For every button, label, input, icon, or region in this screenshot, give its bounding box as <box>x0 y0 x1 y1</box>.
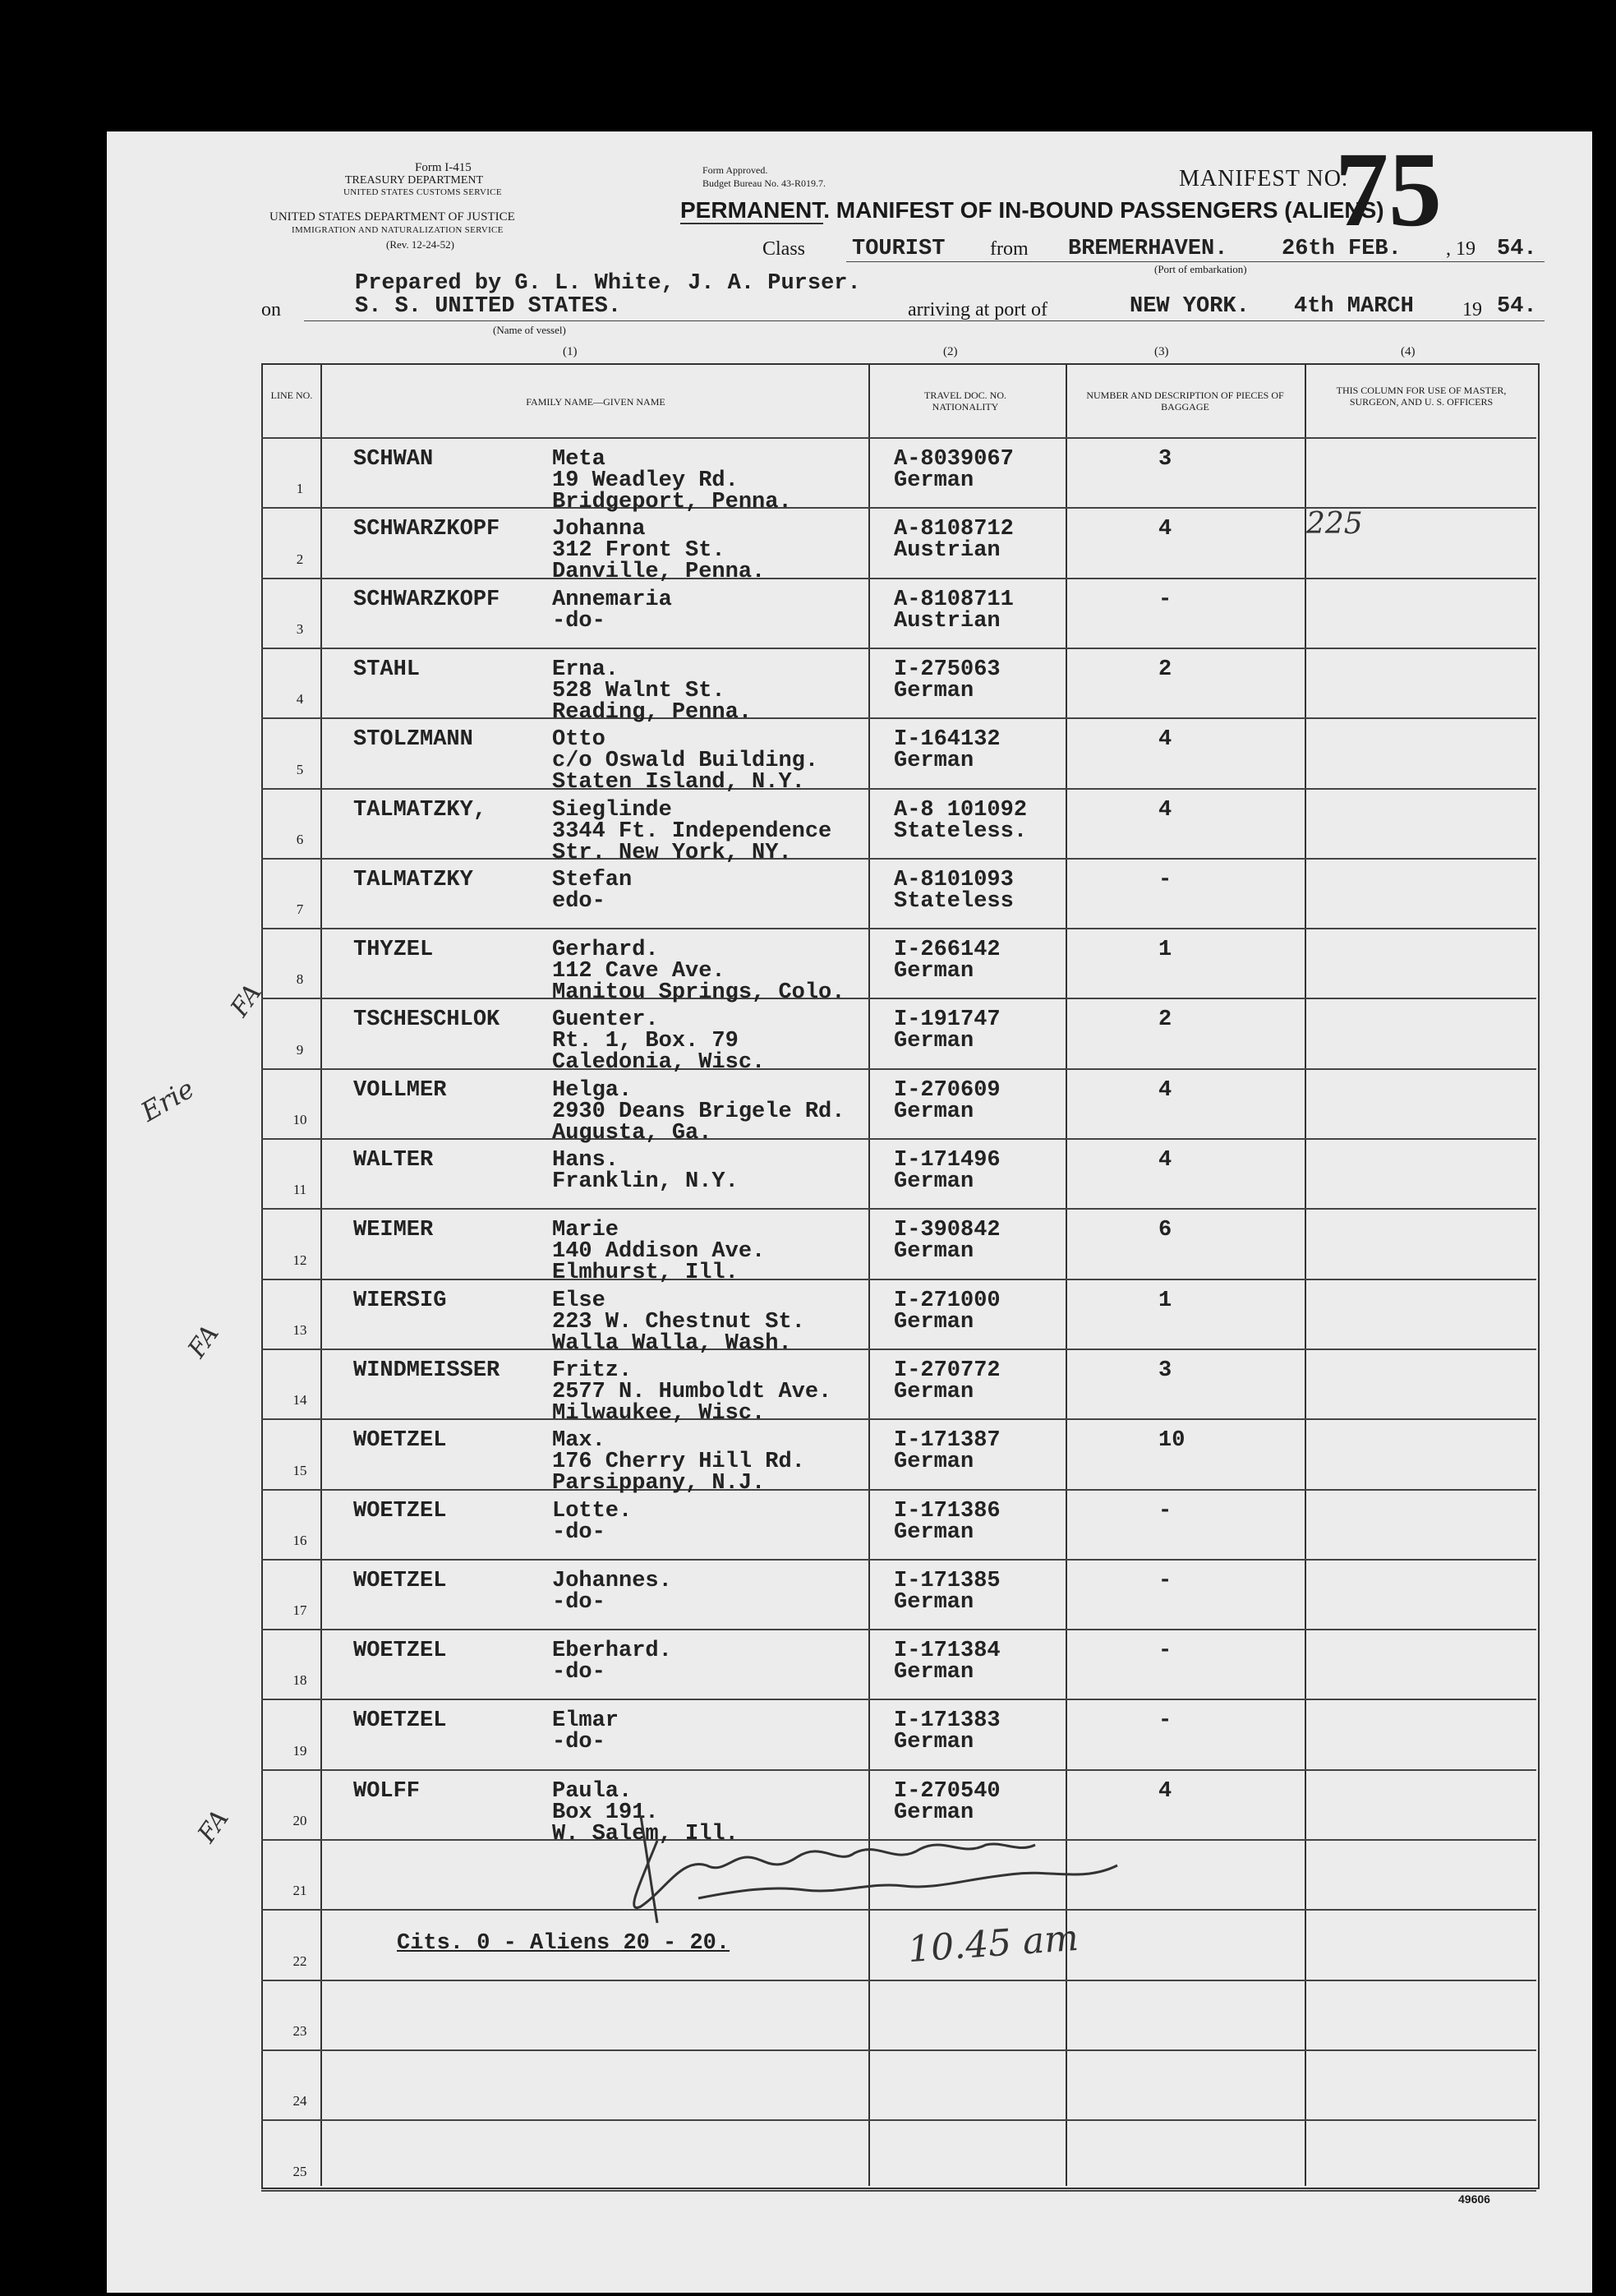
address-line-1: 3344 Ft. Independence <box>552 818 832 844</box>
form-footer-number: 49606 <box>1458 2192 1490 2206</box>
address-line-1: edo- <box>552 888 605 914</box>
address-line-2: Parsippany, N.J. <box>552 1471 766 1496</box>
embarkation-port: BREMERHAVEN. <box>1068 237 1228 261</box>
address-line-1: 528 Walnt St. <box>552 678 725 703</box>
year-prefix: , 19 <box>1446 238 1476 260</box>
nationality: Stateless. <box>894 818 1028 844</box>
address-line-2: Caledonia, Wisc. <box>552 1050 766 1076</box>
revision-date: (Rev. 12-24-52) <box>386 238 454 251</box>
given-name: Erna. <box>552 657 619 682</box>
line-number: 15 <box>292 1462 307 1478</box>
class-label: Class <box>762 238 806 260</box>
given-name: Marie <box>552 1218 619 1243</box>
margin-mark: FA <box>182 1320 225 1363</box>
travel-doc-number: A-8108712 <box>894 517 1014 542</box>
line-number: 7 <box>296 901 304 918</box>
row-divider <box>261 1699 1536 1700</box>
nationality: German <box>894 1379 974 1404</box>
address-line-1: 312 Front St. <box>552 538 725 564</box>
row-divider <box>261 1208 1536 1210</box>
line-number: 6 <box>296 831 304 847</box>
budget-bureau: Budget Bureau No. 43-R019.7. <box>702 178 826 189</box>
arrival-port: NEW YORK. <box>1130 294 1250 319</box>
line-number: 2 <box>296 551 304 567</box>
on-label: on <box>261 299 281 320</box>
address-line-1: 2930 Deans Brigele Rd. <box>552 1099 845 1124</box>
line-number: 9 <box>296 1041 304 1058</box>
travel-doc-number: I-171383 <box>894 1708 1001 1734</box>
baggage-count: - <box>1158 1708 1172 1734</box>
port-caption: (Port of embarkation) <box>1154 263 1247 275</box>
family-name: WINDMEISSER <box>353 1358 500 1383</box>
row-divider <box>261 1980 1536 1981</box>
address-line-1: c/o Oswald Building. <box>552 749 819 774</box>
given-name: Fritz. <box>552 1358 633 1383</box>
line-number: 12 <box>292 1252 307 1268</box>
baggage-count: 4 <box>1158 727 1172 753</box>
address-line-2: Elmhurst, Ill. <box>552 1261 739 1286</box>
travel-doc-number: I-275063 <box>894 657 1001 682</box>
line-number: 5 <box>296 761 304 777</box>
family-name: TSCHESCHLOK <box>353 1007 500 1033</box>
line-number: 8 <box>296 971 304 988</box>
line-number: 17 <box>292 1602 307 1619</box>
family-name: WIERSIG <box>353 1288 447 1313</box>
address-line-2: W. Salem, Ill. <box>552 1821 739 1846</box>
row-divider <box>261 2119 1536 2121</box>
given-name: Else <box>552 1288 605 1313</box>
address-line-1: Box 191. <box>552 1800 659 1825</box>
row-divider <box>261 2049 1536 2051</box>
given-name: Otto <box>552 727 605 753</box>
family-name: WEIMER <box>353 1218 434 1243</box>
family-name: SCHWARZKOPF <box>353 517 500 542</box>
travel-doc-number: I-270609 <box>894 1077 1001 1103</box>
address-line-1: 140 Addison Ave. <box>552 1239 766 1265</box>
baggage-count: - <box>1158 1639 1172 1664</box>
row-divider <box>261 1349 1536 1350</box>
line-number: 10 <box>292 1112 307 1127</box>
address-line-2: Manitou Springs, Colo. <box>552 980 845 1006</box>
address-line-2: Augusta, Ga. <box>552 1120 712 1146</box>
class-underline <box>846 261 1545 262</box>
travel-doc-number: A-8 101092 <box>894 797 1028 823</box>
address-line-1: 223 W. Chestnut St. <box>552 1309 805 1335</box>
departure-date: 26th FEB. <box>1282 237 1402 261</box>
manifest-number: 75 <box>1335 131 1442 249</box>
baggage-count: 3 <box>1158 1358 1172 1383</box>
col-header-officers: THIS COLUMN FOR USE OF MASTER, SURGEON, AND U. S. OFFICERS <box>1336 385 1507 408</box>
family-name: TALMATZKY <box>353 867 473 892</box>
nationality: German <box>894 959 974 984</box>
family-name: WOETZEL <box>353 1498 447 1524</box>
baggage-count: 10 <box>1158 1428 1186 1454</box>
nationality: German <box>894 749 974 774</box>
margin-mark: FA <box>225 979 268 1022</box>
nationality: Austrian <box>894 608 1001 634</box>
margin-mark: Erie <box>136 1072 200 1128</box>
travel-doc-number: I-271000 <box>894 1288 1001 1313</box>
nationality: German <box>894 1239 974 1265</box>
manifest-label: MANIFEST NO. <box>1179 166 1348 191</box>
family-name: SCHWARZKOPF <box>353 587 500 612</box>
margin-mark: FA <box>192 1805 235 1848</box>
form-approved: Form Approved. <box>702 164 768 176</box>
col-header-doc: TRAVEL DOC. NO. NATIONALITY <box>923 390 1006 413</box>
nationality: German <box>894 1730 974 1755</box>
address-line-1: Rt. 1, Box. 79 <box>552 1029 739 1054</box>
address-line-1: 176 Cherry Hill Rd. <box>552 1450 805 1475</box>
header-divider <box>261 437 1536 439</box>
baggage-count: 4 <box>1158 517 1172 542</box>
row-divider <box>261 648 1536 649</box>
address-line-2: Milwaukee, Wisc. <box>552 1400 766 1426</box>
baggage-count: - <box>1158 1498 1172 1524</box>
baggage-count: - <box>1158 867 1172 892</box>
travel-doc-number: I-266142 <box>894 938 1001 963</box>
address-line-1: 112 Cave Ave. <box>552 959 725 984</box>
address-line-2: Danville, Penna. <box>552 560 766 585</box>
family-name: STOLZMANN <box>353 727 473 753</box>
row-divider <box>261 1138 1536 1140</box>
line-number: 4 <box>296 691 304 708</box>
officer-note: 225 <box>1306 507 1363 542</box>
line-number: 24 <box>292 2093 307 2109</box>
form-number: Form I-415 <box>415 161 472 174</box>
given-name: Hans. <box>552 1148 619 1173</box>
line-number: 22 <box>292 1953 307 1969</box>
line-number: 18 <box>292 1672 307 1689</box>
baggage-count: - <box>1158 1568 1172 1593</box>
family-name: STAHL <box>353 657 421 682</box>
nationality: German <box>894 1800 974 1825</box>
baggage-count: 2 <box>1158 657 1172 682</box>
given-name: Stefan <box>552 867 633 892</box>
line-number: 20 <box>292 1813 307 1828</box>
given-name: Eberhard. <box>552 1639 672 1664</box>
customs-service: UNITED STATES CUSTOMS SERVICE <box>343 187 502 197</box>
travel-doc-number: I-390842 <box>894 1218 1001 1243</box>
family-name: SCHWAN <box>353 447 434 472</box>
address-line-1: Franklin, N.Y. <box>552 1169 739 1194</box>
given-name: Johanna <box>552 517 646 542</box>
address-line-1: 19 Weadley Rd. <box>552 468 739 493</box>
arrival-year-prefix: 19 <box>1462 299 1482 320</box>
travel-doc-number: I-171387 <box>894 1428 1001 1454</box>
row-divider <box>261 1769 1536 1771</box>
line-number: 16 <box>292 1532 307 1548</box>
travel-doc-number: I-171386 <box>894 1498 1001 1524</box>
row-divider <box>261 928 1536 929</box>
nationality: German <box>894 1660 974 1685</box>
given-name: Guenter. <box>552 1007 659 1033</box>
address-line-1: -do- <box>552 1589 605 1615</box>
nationality: Stateless <box>894 888 1014 914</box>
row-divider <box>261 998 1536 999</box>
baggage-count: 4 <box>1158 1148 1172 1173</box>
given-name: Paula. <box>552 1778 633 1804</box>
line-number: 23 <box>292 2022 307 2039</box>
baggage-count: 1 <box>1158 938 1172 963</box>
line-number: 21 <box>292 1883 307 1899</box>
family-name: TALMATZKY, <box>353 797 487 823</box>
address-line-1: -do- <box>552 1660 605 1685</box>
nationality: German <box>894 1029 974 1054</box>
baggage-count: 1 <box>1158 1288 1172 1313</box>
travel-doc-number: A-8108711 <box>894 587 1014 612</box>
row-divider <box>261 2190 1536 2192</box>
nationality: German <box>894 1099 974 1124</box>
family-name: WOLFF <box>353 1778 421 1804</box>
row-divider <box>261 1629 1536 1630</box>
address-line-2: Bridgeport, Penna. <box>552 490 792 514</box>
given-name: Johannes. <box>552 1568 672 1593</box>
address-line-1: -do- <box>552 1519 605 1545</box>
nationality: German <box>894 1309 974 1335</box>
family-name: VOLLMER <box>353 1077 447 1103</box>
nationality: German <box>894 1450 974 1475</box>
given-name: Meta <box>552 447 605 472</box>
col-header-baggage: NUMBER AND DESCRIPTION OF PIECES OF BAGGAGE <box>1086 390 1284 413</box>
given-name: Lotte. <box>552 1498 633 1524</box>
nationality: German <box>894 1589 974 1615</box>
baggage-count: 2 <box>1158 1007 1172 1033</box>
given-name: Annemaria <box>552 587 672 612</box>
given-name: Sieglinde <box>552 797 672 823</box>
row-divider <box>261 1418 1536 1420</box>
travel-doc-number: I-270772 <box>894 1358 1001 1383</box>
nationality: German <box>894 1169 974 1194</box>
col-number-2: (2) <box>943 345 958 358</box>
col-header-name: FAMILY NAME—GIVEN NAME <box>526 396 665 408</box>
col-number-4: (4) <box>1401 345 1416 358</box>
family-name: WOETZEL <box>353 1708 447 1734</box>
family-name: WALTER <box>353 1148 434 1173</box>
family-name: WOETZEL <box>353 1639 447 1664</box>
travel-doc-number: A-8039067 <box>894 447 1014 472</box>
inspector-signature <box>608 1808 1134 1939</box>
row-divider <box>261 578 1536 579</box>
arriving-label: arriving at port of <box>908 299 1047 320</box>
treasury-dept: TREASURY DEPARTMENT <box>345 174 484 187</box>
travel-doc-number: I-191747 <box>894 1007 1001 1033</box>
manifest-title: . MANIFEST OF IN-BOUND PASSENGERS (ALIENS) <box>823 197 1384 223</box>
nationality: German <box>894 1519 974 1545</box>
travel-doc-number: I-171385 <box>894 1568 1001 1593</box>
departure-year: 54. <box>1497 237 1537 261</box>
col-header-line: LINE NO. <box>270 390 313 401</box>
given-name: Gerhard. <box>552 938 659 963</box>
address-line-1: -do- <box>552 1730 605 1755</box>
line-number: 1 <box>296 481 304 497</box>
ins-service: IMMIGRATION AND NATURALIZATION SERVICE <box>292 225 504 235</box>
baggage-count: 4 <box>1158 1077 1172 1103</box>
vessel-caption: (Name of vessel) <box>493 324 566 336</box>
row-divider <box>261 858 1536 860</box>
col-divider <box>320 363 322 2186</box>
baggage-count: 4 <box>1158 797 1172 823</box>
row-divider <box>261 1559 1536 1561</box>
col-number-3: (3) <box>1154 345 1169 358</box>
baggage-count: 3 <box>1158 447 1172 472</box>
given-name: Elmar <box>552 1708 619 1734</box>
address-line-2: Staten Island, N.Y. <box>552 770 805 795</box>
line-number: 19 <box>292 1742 307 1759</box>
justice-dept: UNITED STATES DEPARTMENT OF JUSTICE <box>269 210 515 224</box>
family-name: THYZEL <box>353 938 434 963</box>
row-divider <box>261 1279 1536 1280</box>
travel-doc-number: I-171496 <box>894 1148 1001 1173</box>
line-number: 14 <box>292 1392 307 1408</box>
baggage-count: - <box>1158 587 1172 612</box>
address-line-2: Walla Walla, Wash. <box>552 1330 792 1356</box>
travel-doc-number: I-270540 <box>894 1778 1001 1804</box>
given-name: Helga. <box>552 1077 633 1103</box>
permanent-label <box>680 197 1384 224</box>
baggage-count: 6 <box>1158 1218 1172 1243</box>
travel-doc-number: A-8101093 <box>894 867 1014 892</box>
row-divider <box>261 717 1536 719</box>
address-line-2: Reading, Penna. <box>552 699 753 725</box>
arrival-year: 54. <box>1497 294 1537 319</box>
row-divider <box>261 1489 1536 1491</box>
nationality: German <box>894 678 974 703</box>
line-number: 13 <box>292 1321 307 1338</box>
from-label: from <box>990 238 1029 260</box>
class-value: TOURIST <box>852 237 946 261</box>
travel-doc-number: I-171384 <box>894 1639 1001 1664</box>
row-divider <box>261 1068 1536 1070</box>
prepared-by: Prepared by G. L. White, J. A. Purser. <box>355 271 861 296</box>
address-line-1: 2577 N. Humboldt Ave. <box>552 1379 832 1404</box>
line-number: 11 <box>292 1182 307 1198</box>
inspector-time: 10.45 am <box>906 1916 1080 1971</box>
family-name: WOETZEL <box>353 1568 447 1593</box>
row-divider <box>261 788 1536 790</box>
line-number: 3 <box>296 620 304 637</box>
address-line-2: Str. New York, NY. <box>552 840 792 865</box>
baggage-count: 4 <box>1158 1778 1172 1804</box>
family-name: WOETZEL <box>353 1428 447 1454</box>
address-line-1: -do- <box>552 608 605 634</box>
arrival-date: 4th MARCH <box>1294 294 1414 319</box>
col-divider <box>1305 363 1306 2186</box>
summary-line: Cits. 0 - Aliens 20 - 20. <box>397 1931 730 1956</box>
nationality: Austrian <box>894 538 1001 564</box>
line-number: 25 <box>292 2163 307 2179</box>
travel-doc-number: I-164132 <box>894 727 1001 753</box>
col-number-1: (1) <box>563 345 578 358</box>
given-name: Max. <box>552 1428 605 1454</box>
permanent-text: PERMANENT <box>680 197 824 223</box>
nationality: German <box>894 468 974 493</box>
vessel-underline <box>304 320 1545 321</box>
vessel-name: S. S. UNITED STATES. <box>355 294 622 319</box>
